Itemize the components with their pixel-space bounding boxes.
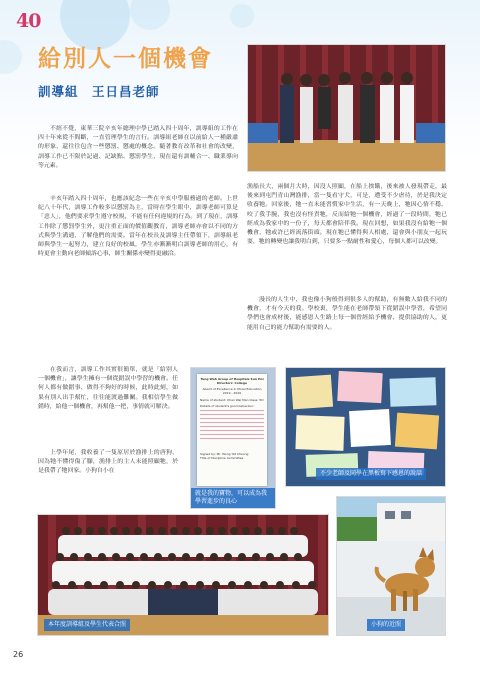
photo-teachers-group-art — [248, 45, 445, 171]
photo-gratitude-board — [285, 367, 446, 487]
page-number: 26 — [13, 650, 24, 659]
award-letter-paper — [197, 374, 267, 486]
award-letter-signed: Signed by: Mr. Wong Yat Cheong — [200, 452, 249, 456]
decor-bubble — [130, 0, 170, 30]
photo-discipline-group — [37, 514, 329, 636]
paragraph-5: 漁船長大，兩個月大時，因沒人照顧，在船上挨餓，後來被人發現帶走，最後來到屯門青山灣漁排，當一隻看守犬，可是，遭受不少虐待，於是我決定收養牠。回家後，牠一直未能習慣家中生活，有一天晚上，牠因心情不穩，咬了我手腕，我也沒有怪責牠，反而給牠一個機會，經過了一段時間，牠已經成為我家中的一份子，每天都會陪伴我。現在回想，如果我沒有給牠一個機會，牠或許已經流落街頭。現在牠已懂得與人相處，還會與小朋友一起玩耍，牠的轉變也讓我明白到，只要多一點耐性和愛心，每個人都可以改變。 — [247, 184, 447, 246]
photo-award-letter — [190, 367, 276, 509]
award-letter-name-line: Name of student: Chan Wai Man Class: 5D — [200, 398, 264, 402]
award-letter-lines — [200, 410, 264, 440]
anniversary-logo — [16, 10, 52, 42]
award-letter-subheading: Details of student's good behaviour: — [200, 404, 255, 408]
article-byline: 訓導組 王日昌老師 — [38, 84, 160, 99]
caption-discipline-group: 本年度訓導組及學生代表合照 — [44, 619, 130, 631]
decor-bubble — [230, 4, 254, 28]
award-letter-heading: Award of Excellence in Moral Education 2019 - 2020 — [202, 387, 262, 395]
paragraph-2: 辛亥年踏入四十周年，也應該紀念一些在辛亥中學服務過的老師。上世紀八十年代，訓導工作較多以懲罰為主，當時在學生眼中，訓導老師可算是「惡人」，他們要求學生遵守校規，不能有任何違規的行為。到了現在，訓導工作除了懲罰學生外，更注重正面的價值觀教育，訓導老師亦會以不同的方式與學生溝通，了解他們的需要。當年在校長及訓導主任帶領下，訓導組老師與學生一起努力，建立良好的校風，學生亦漸漸明白訓導老師的用心，有時更會主動向老師傾訴心事，師生關係亦變得更融洽。 — [38, 196, 238, 258]
caption-award-letter: 就是我的寶物，可以成為我學習進步的良心 — [191, 488, 275, 508]
photo-teachers-group — [247, 44, 446, 172]
logo-number: 40 — [16, 10, 41, 32]
photo-dog-art — [337, 497, 445, 635]
photo-discipline-group-art — [38, 515, 328, 635]
caption-gratitude-board: 不少老師及同學在黑板寫下感恩的說話 — [316, 468, 426, 480]
paragraph-1: 不經不覺，東華三院辛亥年總理中學已踏入四十周年，訓導組的工作在四十年來從不間斷，一直管理學生的言行。訓導組老師在以前給人一種嚴肅的形象，還往往包含一些懲罰、懲處的概念。隨著教育改革和社會的改變，訓導工作已不限於記過、記缺點、懲罰學生，現在還有訓輔合一、職業導向等元素。 — [38, 126, 238, 169]
decor-bubble — [0, 40, 22, 74]
paragraph-3: 在我而言，訓導工作其實很簡單，就是「給別人一個機會」，讓學生擁有一個從錯誤中學習的機會。任何人都有做錯事、做得不夠好的時候，此時此刻，如果有別人出手幫忙，往往能渡過難關。我相信學生做錯時，給他一個機會，再幫他一把，事情就可解決。 — [38, 367, 178, 410]
paragraph-6: 漫長的人生中，我也像小狗般得到很多人的幫助，有無數人給我不同的機會，才有今天的我。學校裏，學生能在老師帶領下從錯誤中學習，希望同學們也會成材後，能感恩人生路上每一個曾經給予機會，提供協助的人，更能用自己的能力幫助有需要的人。 — [247, 297, 447, 331]
award-letter-title: Tung Wah Group of Hospitals Sun Hoi Directors' College — [200, 377, 264, 385]
award-letter-position: Title of Discipline Committee — [200, 456, 244, 460]
caption-dog: 小狗的近照 — [367, 619, 405, 631]
article-title: 給別人一個機會 — [38, 46, 213, 72]
paragraph-4: 上學年尾，我收養了一隻原居於漁排上的唐狗，因為牠不懂得傷了腳，漁排上的主人未能照顧牠，於是我帶了牠回家。小狗自小在 — [38, 450, 178, 475]
photo-dog — [336, 496, 446, 636]
